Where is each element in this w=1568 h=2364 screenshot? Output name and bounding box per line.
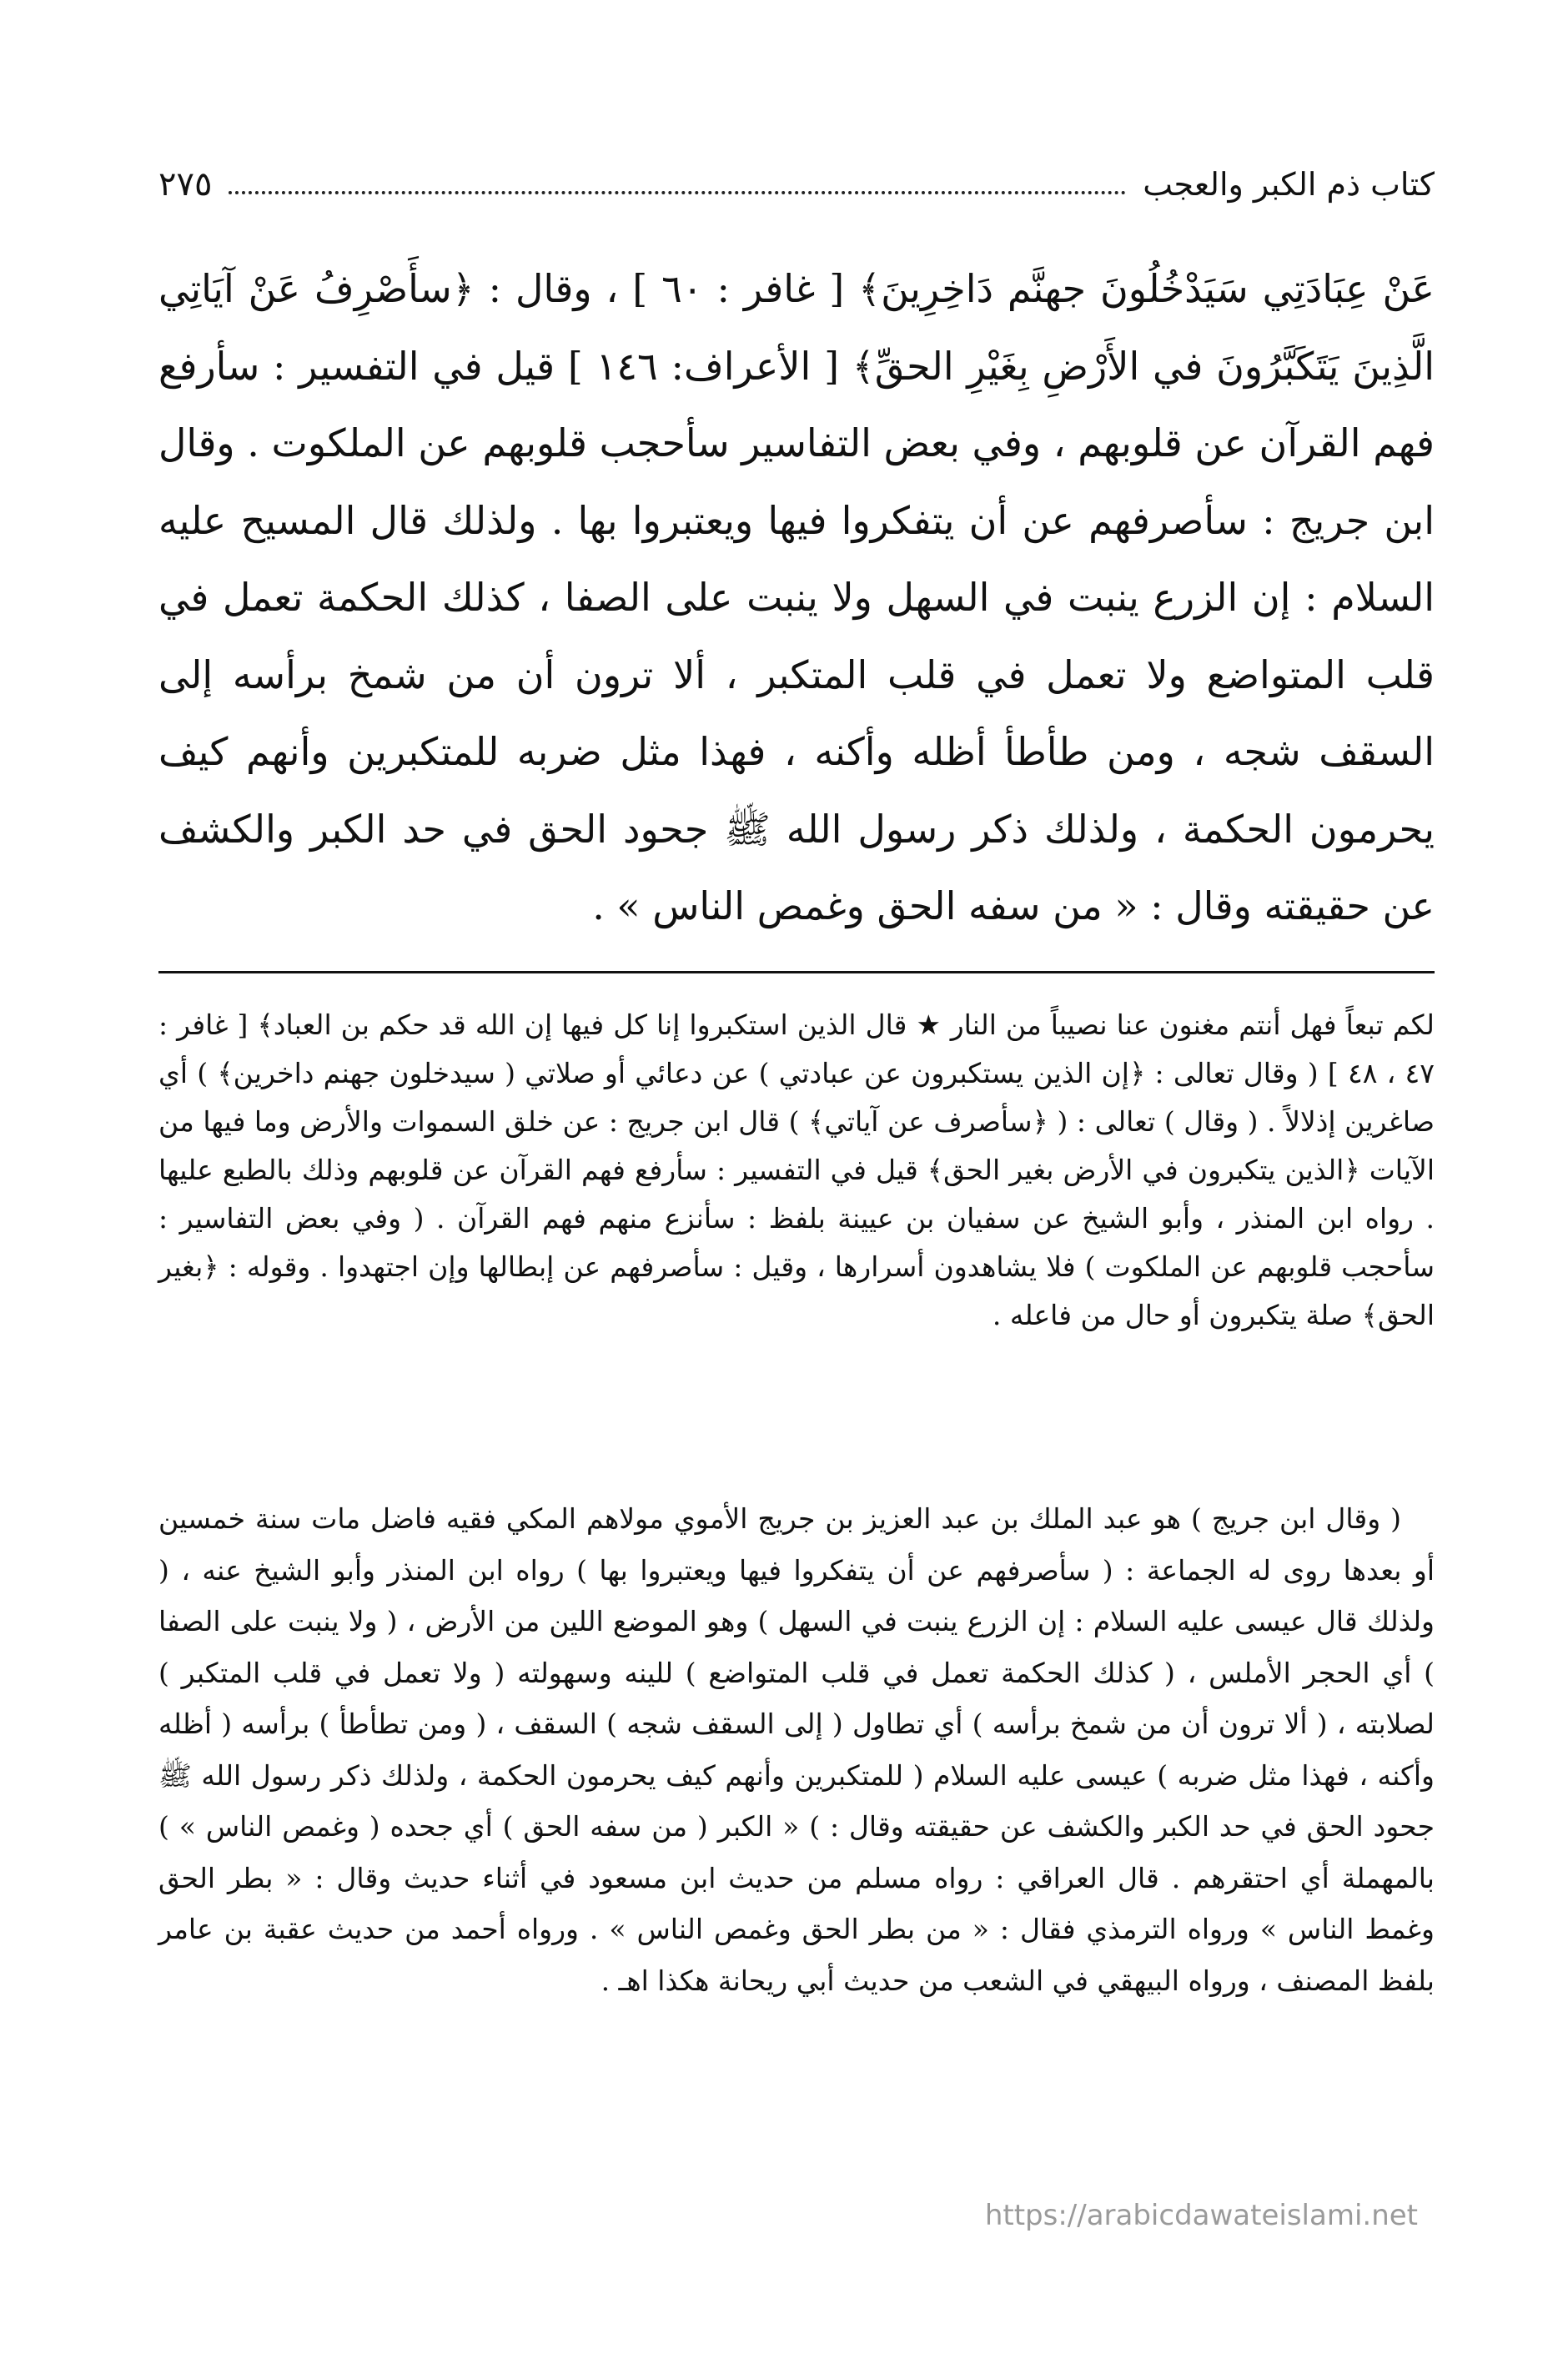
- running-header: [158, 146, 1435, 204]
- header-title: كتاب ذم الكبر والعجب: [1143, 166, 1435, 204]
- source-watermark: https://arabicdawateislami.net: [984, 2199, 1418, 2232]
- commentary-block: [158, 1493, 1435, 2006]
- commentary-paragraph: ( وقال ابن جريج ) هو عبد الملك بن عبد العزيز بن جريج الأموي مولاهم المكي فقيه فاضل مات سنة خمسين أو بعدها روى له الجماعة : ( سأصرفهم عن أن يتفكروا فيها ويعتبروا بها ) رواه ابن المنذر وأبو الشيخ عنه ، ( ولذلك قال عيسى عليه السلام : إن الزرع ينبت في السهل ) وهو الموضع اللين من الأرض ، ( ولا ينبت على الصفا ) أي الحجر الأملس ، ( كذلك الحكمة تعمل في قلب المتواضع ) للينه وسهولته ( ولا تعمل في قلب المتكبر ) لصلابته ، ( ألا ترون أن من شمخ برأسه ) أي تطاول ( إلى السقف شجه ) السقف ، ( ومن تطأطأ ) برأسه ( أظله وأكنه ، فهذا مثل ضربه ) عيسى عليه السلام ( للمتكبرين وأنهم كيف يحرمون الحكمة ، ولذلك ذكر رسول الله ﷺ جحود الحق في حد الكبر والكشف عن حقيقته وقال : ) « الكبر ( من سفه الحق ) أي جحده ( وغمص الناس » ) بالمهملة أي احتقرهم . قال العراقي : رواه مسلم من حديث ابن مسعود في أثناء حديث وقال : « بطر الحق وغمط الناس » ورواه الترمذي فقال : « من بطر الحق وغمص الناس » . ورواه أحمد من حديث عقبة بن عامر بلفظ المصنف ، ورواه البيهقي في الشعب من حديث أبي ريحانة هكذا اهـ .: [158, 1502, 1435, 1997]
- footnote-block: [158, 1001, 1435, 1340]
- header-dot-leader: [229, 191, 1126, 194]
- footnote-divider: [158, 971, 1435, 973]
- footnote-paragraph: لكم تبعاً فهل أنتم مغنون عنا نصيباً من النار ★ قال الذين استكبروا إنا كل فيها إن الله قد حكم بن العباد﴾ [ غافر : ٤٧ ، ٤٨ ] ( وقال تعالى : ﴿إن الذين يستكبرون عن عبادتي ) عن دعائي أو صلاتي ( سيدخلون جهنم داخرين﴾ ) أي صاغرين إذلالاً . ( وقال ) تعالى : ( ﴿سأصرف عن آياتي﴾ ) قال ابن جريج : عن خلق السموات والأرض وما فيها من الآيات ﴿الذين يتكبرون في الأرض بغير الحق﴾ قيل في التفسير : سأرفع فهم القرآن عن قلوبهم وذلك بالطبع عليها . رواه ابن المنذر ، وأبو الشيخ عن سفيان بن عيينة بلفظ : سأنزع منهم فهم القرآن . ( وفي بعض التفاسير : سأحجب قلوبهم عن الملكوت ) فلا يشاهدون أسرارها ، وقيل : سأصرفهم عن إبطالها وإن اجتهدوا . وقوله : ﴿بغير الحق﴾ صلة يتكبرون أو حال من فاعله .: [158, 1008, 1435, 1331]
- page-number: ٢٧٥: [158, 165, 213, 204]
- main-paragraph: عَنْ عِبَادَتِي سَيَدْخُلُونَ جهنَّم دَاخِرِينَ﴾ [ غافر : ٦٠ ] ، وقال : ﴿سأَصْرِفُ عَنْ آيَاتِي الَّذِينَ يَتَكَبَّرُونَ في الأَرْضِ بِغَيْرِ الحقِّ﴾ [ الأعراف: ١٤٦ ] قيل في التفسير : سأرفع فهم القرآن عن قلوبهم ، وفي بعض التفاسير سأحجب قلوبهم عن الملكوت . وقال ابن جريج : سأصرفهم عن أن يتفكروا فيها ويعتبروا بها . ولذلك قال المسيح عليه السلام : إن الزرع ينبت في السهل ولا ينبت على الصفا ، كذلك الحكمة تعمل في قلب المتواضع ولا تعمل في قلب المتكبر ، ألا ترون أن من شمخ برأسه إلى السقف شجه ، ومن طأطأ أظله وأكنه ، فهذا مثل ضربه للمتكبرين وأنهم كيف يحرمون الحكمة ، ولذلك ذكر رسول الله ﷺ جحود الحق في حد الكبر والكشف عن حقيقته وقال : « من سفه الحق وغمص الناس » .: [158, 266, 1435, 928]
- main-text-block: [158, 250, 1435, 945]
